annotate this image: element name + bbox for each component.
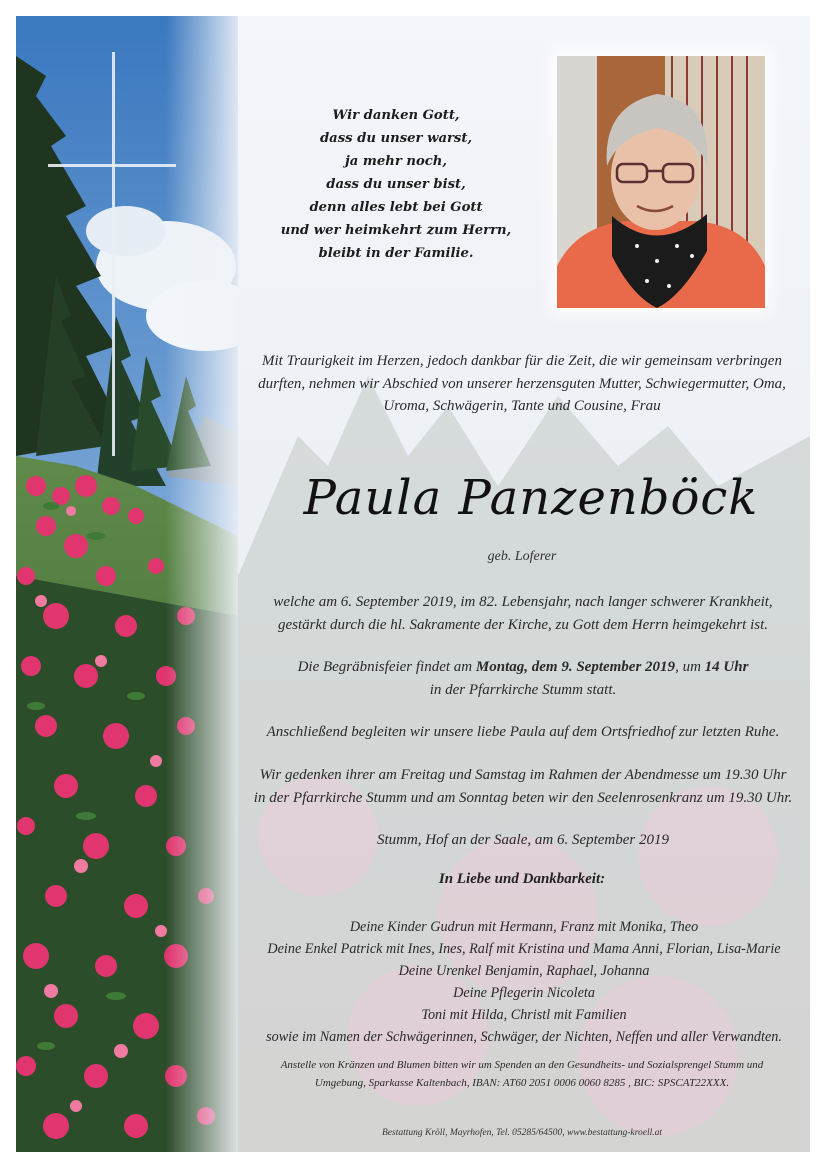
deceased-name: Paula Panzenböck <box>303 470 759 526</box>
family-line: Deine Pflegerin Nicoleta <box>453 985 595 1001</box>
donation-note <box>252 1056 792 1092</box>
family-line: Deine Kinder Gudrun mit Hermann, Franz mit Monika, Theo <box>349 919 699 935</box>
obituary-page <box>16 16 810 1152</box>
landscape-photo <box>16 16 238 1152</box>
death-notice-line: welche am 6. September 2019, im 82. Lebensjahr, nach langer schwerer Krankheit, <box>273 594 773 610</box>
burial-line: Anschließend begleiten wir unsere liebe Paula auf dem Ortsfriedhof zur letzten Ruhe. <box>266 724 780 740</box>
funeral-mid: , um <box>675 659 705 675</box>
family-list <box>238 916 810 1048</box>
family-line: Deine Enkel Patrick mit Ines, Ines, Ralf mit Kristina und Mama Anni, Florian, Lisa-Marie <box>267 941 781 957</box>
intro-line: durften, nehmen wir Abschied von unserer herzensguten Mutter, Schwiegermutter, Oma, <box>258 375 786 392</box>
funeral-prefix: Die Begräbnisfeier findet am <box>297 659 476 675</box>
donation-line: Anstelle von Kränzen und Blumen bitten wir um Spenden an den Gesundheits- und Sozialsprengel Stumm und <box>280 1059 764 1071</box>
remembrance-line: in der Pfarrkirche Stumm und am Sonntag beten wir den Seelenrosenkranz um 19.30 Uhr. <box>253 789 793 806</box>
poem-line: dass du unser warst, <box>319 131 473 146</box>
remembrance-text <box>246 764 800 809</box>
maiden-name: geb. Loferer <box>487 549 557 564</box>
poem-line: Wir danken Gott, <box>332 108 460 123</box>
funeral-info <box>246 656 800 701</box>
intro-text <box>252 350 792 418</box>
poem-line: denn alles lebt bei Gott <box>309 200 483 215</box>
signoff-heading: In Liebe und Dankbarkeit: <box>438 871 606 887</box>
family-line: Toni mit Hilda, Christl mit Familien <box>421 1007 627 1023</box>
place-date <box>246 829 800 852</box>
funeral-home-footer: Bestattung Kröll, Mayrhofen, Tel. 05285/64500, www.bestattung-kroell.at <box>382 1128 662 1138</box>
remembrance-line: Wir gedenken ihrer am Freitag und Samstag im Rahmen der Abendmesse um 19.30 Uhr <box>259 767 787 783</box>
poem <box>266 104 526 265</box>
funeral-location: in der Pfarrkirche Stumm statt. <box>429 681 617 698</box>
death-notice <box>246 591 800 636</box>
family-line: Deine Urenkel Benjamin, Raphael, Johanna <box>398 963 650 979</box>
poem-line: bleibt in der Familie. <box>318 246 474 261</box>
poem-line: und wer heimkehrt zum Herrn, <box>280 223 512 238</box>
death-notice-line: gestärkt durch die hl. Sakramente der Kirche, zu Gott dem Herrn heimgekehrt ist. <box>277 616 769 633</box>
burial-text <box>246 721 800 744</box>
poem-line: dass du unser bist, <box>326 177 466 192</box>
photo-fade <box>166 16 238 1152</box>
place-date-line: Stumm, Hof an der Saale, am 6. September 2019 <box>376 832 670 848</box>
funeral-date: Montag, dem 9. September 2019 <box>475 659 676 675</box>
portrait-photo <box>557 56 765 308</box>
poem-line: ja mehr noch, <box>345 154 447 169</box>
intro-line: Mit Traurigkeit im Herzen, jedoch dankbar für die Zeit, die wir gemeinsam verbringen <box>262 353 782 369</box>
family-line: sowie im Namen der Schwägerinnen, Schwäger, der Nichten, Neffen und aller Verwandten. <box>266 1029 782 1045</box>
funeral-time: 14 Uhr <box>704 659 749 675</box>
intro-line: Uroma, Schwägerin, Tante und Cousine, Frau <box>383 398 661 414</box>
donation-line: Umgebung, Sparkasse Kaltenbach, IBAN: AT60 2051 0006 0060 8285 , BIC: SPSCAT22XXX. <box>314 1077 730 1089</box>
